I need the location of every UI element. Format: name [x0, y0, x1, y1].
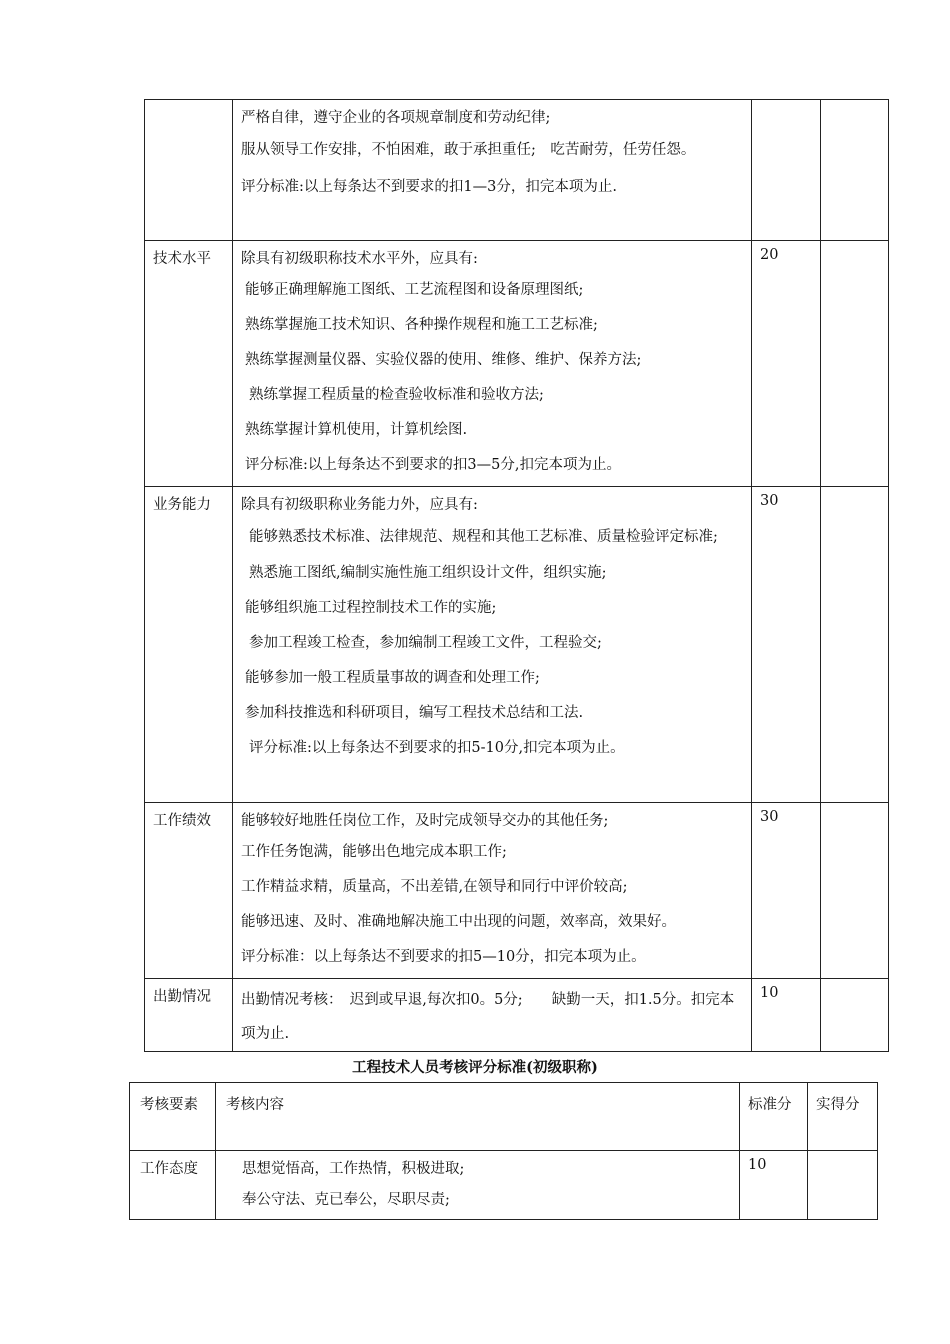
actual-score-cell [808, 1151, 878, 1220]
content-cell [216, 1151, 740, 1220]
header-cell-element: 考核要素 [130, 1083, 216, 1151]
standard-score: 30 [760, 493, 779, 509]
category-cell [145, 100, 233, 241]
standard-score-cell [752, 979, 821, 1052]
standard-score-cell [740, 1151, 808, 1220]
category-cell [145, 803, 233, 979]
standard-score: 30 [760, 809, 779, 825]
actual-score-cell [821, 100, 889, 241]
content-cell [233, 100, 752, 241]
category-label: 技术水平 [153, 251, 211, 267]
content-line: 评分标准:以上每条达不到要求的扣5-10分,扣完本项为止。 [249, 740, 625, 756]
content-line: 熟练掌握计算机使用，计算机绘图. [245, 422, 468, 438]
category-cell [130, 1151, 216, 1220]
content-line: 能够熟悉技术标准、法律规范、规程和其他工艺标准、质量检验评定标准; [249, 529, 718, 545]
content-cell [233, 979, 752, 1052]
table-row [145, 100, 889, 241]
category-label: 出勤情况 [153, 989, 211, 1005]
category-label: 业务能力 [153, 497, 211, 513]
content-line: 严格自律，遵守企业的各项规章制度和劳动纪律; [241, 110, 551, 126]
table-title: 工程技术人员考核评分标准(初级职称) [352, 1059, 598, 1076]
header-cell-content: 考核内容 [216, 1083, 740, 1151]
content-line: 参加科技推选和科研项目，编写工程技术总结和工法. [245, 705, 584, 721]
content-line: 能够较好地胜任岗位工作，及时完成领导交办的其他任务; [241, 813, 609, 829]
content-line: 熟悉施工图纸,编制实施性施工组织设计文件，组织实施; [249, 565, 607, 581]
content-line: 出勤情况考核： 迟到或早退,每次扣0。5分; 缺勤一天，扣1.5分。扣完本项为止. [241, 992, 735, 1042]
content-cell [233, 241, 752, 487]
content-cell [233, 487, 752, 803]
content-line: 除具有初级职称业务能力外，应具有: [241, 497, 478, 513]
standard-score: 10 [760, 985, 779, 1001]
content-line: 熟练掌握测量仪器、实验仪器的使用、维修、维护、保养方法; [245, 352, 642, 368]
content-line: 能够组织施工过程控制技术工作的实施; [245, 600, 497, 616]
standard-score: 10 [748, 1157, 767, 1173]
standard-score: 20 [760, 247, 779, 263]
content-line: 工作任务饱满，能够出色地完成本职工作; [241, 844, 507, 860]
content-line: 评分标准:以上每条达不到要求的扣1—3分，扣完本项为止. [241, 179, 617, 195]
category-cell [145, 979, 233, 1052]
table-row [145, 487, 889, 803]
content-line: 能够正确理解施工图纸、工艺流程图和设备原理图纸; [245, 282, 584, 298]
content-line: 熟练掌握施工技术知识、各种操作规程和施工工艺标准; [245, 317, 598, 333]
content-line: 服从领导工作安排，不怕困难，敢于承担重任; 吃苦耐劳，任劳任怨。 [241, 142, 696, 158]
table-row [130, 1151, 878, 1220]
standard-score-cell [752, 803, 821, 979]
actual-score-cell [821, 803, 889, 979]
content-line: 除具有初级职称技术水平外，应具有: [241, 251, 478, 267]
table-row [145, 979, 889, 1052]
content-line: 能够迅速、及时、准确地解决施工中出现的问题，效率高，效果好。 [241, 914, 676, 930]
content-line: 能够参加一般工程质量事故的调查和处理工作; [245, 670, 540, 686]
table-row [145, 803, 889, 979]
standard-score-cell [752, 100, 821, 241]
content-line: 思想觉悟高，工作热情，积极进取; [242, 1161, 465, 1177]
actual-score-cell [821, 979, 889, 1052]
header-cell-actual: 实得分 [808, 1083, 878, 1151]
content-line: 奉公守法、克已奉公，尽职尽责; [242, 1192, 450, 1208]
category-label: 工作绩效 [153, 813, 211, 829]
table-row [145, 241, 889, 487]
header-cell-standard: 标准分 [740, 1083, 808, 1151]
content-line: 评分标准：以上每条达不到要求的扣5—10分，扣完本项为止。 [241, 949, 646, 965]
category-label: 工作态度 [140, 1161, 198, 1177]
content-line: 评分标准:以上每条达不到要求的扣3—5分,扣完本项为止。 [245, 457, 621, 473]
content-cell [233, 803, 752, 979]
standard-score-cell [752, 241, 821, 487]
content-line: 工作精益求精，质量高，不出差错,在领导和同行中评价较高; [241, 879, 628, 895]
content-line: 参加工程竣工检查，参加编制工程竣工文件，工程验交; [249, 635, 602, 651]
category-cell [145, 241, 233, 487]
category-cell [145, 487, 233, 803]
header-row [130, 1083, 878, 1151]
actual-score-cell [821, 241, 889, 487]
content-line: 熟练掌握工程质量的检查验收标准和验收方法; [249, 387, 544, 403]
standard-score-cell [752, 487, 821, 803]
criteria-table-continued [144, 99, 889, 1052]
actual-score-cell [821, 487, 889, 803]
criteria-table [129, 1082, 878, 1220]
